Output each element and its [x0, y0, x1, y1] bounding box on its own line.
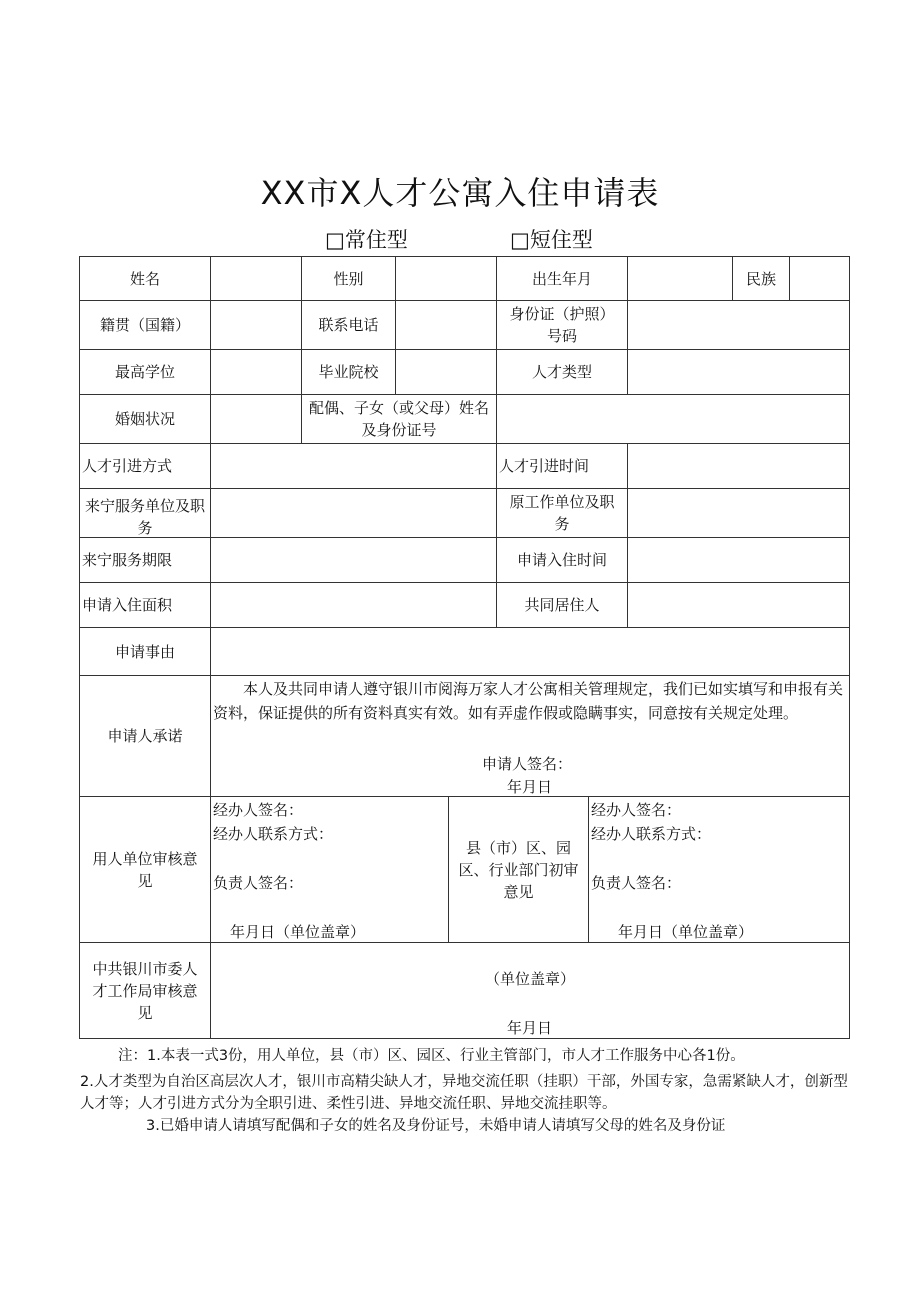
- form-notes: [80, 1045, 850, 1137]
- label-bureau-review: 中共银川市委人才工作局审核意见: [79, 942, 211, 1039]
- label-gender: 性别: [301, 256, 396, 301]
- label-service-unit: 来宁服务单位及职务: [79, 488, 211, 538]
- applicant-sign-label: 申请人签名：: [482, 755, 573, 773]
- county-handler-sign: 经办人签名：: [591, 801, 682, 819]
- input-school[interactable]: [395, 349, 497, 395]
- label-intro-time: 人才引进时间: [496, 443, 628, 489]
- label-county-review: 县（市）区、园区、行业部门初审意见: [448, 796, 589, 943]
- note-1: 注：1.本表一式3份，用人单位，县（市）区、园区、行业主管部门，市人才工作服务中心各1份。: [118, 1048, 745, 1064]
- label-employer-review: 用人单位审核意见: [79, 796, 211, 943]
- note-3: 3.已婚申请人请填写配偶和子女的姓名及身份证号，未婚申请人请填写父母的姓名及身份证: [146, 1118, 726, 1134]
- label-orig-unit: 原工作单位及职务: [496, 488, 628, 538]
- application-form-table: [80, 257, 850, 1039]
- label-apply-time: 申请入住时间: [496, 537, 628, 583]
- checkbox-short-term[interactable]: □短住型: [510, 228, 593, 252]
- employer-date-seal: 年月日（单位盖章）: [230, 923, 366, 941]
- input-idcard[interactable]: [627, 300, 850, 350]
- input-apply-time[interactable]: [627, 537, 850, 583]
- input-ethnicity[interactable]: [789, 256, 850, 301]
- label-ethnicity: 民族: [732, 256, 790, 301]
- input-orig-unit[interactable]: [627, 488, 850, 538]
- label-talent-type: 人才类型: [496, 349, 628, 395]
- input-intro-time[interactable]: [627, 443, 850, 489]
- label-family: 配偶、子女（或父母）姓名及身份证号: [301, 394, 497, 444]
- label-cohabitant: 共同居住人: [496, 582, 628, 628]
- label-birth: 出生年月: [496, 256, 628, 301]
- input-intro-method[interactable]: [210, 443, 497, 489]
- form-title: XX市X人才公寓入住申请表: [260, 174, 660, 212]
- input-family[interactable]: [496, 394, 850, 444]
- label-name: 姓名: [79, 256, 211, 301]
- label-phone: 联系电话: [301, 300, 396, 350]
- employer-leader-sign: 负责人签名：: [213, 874, 304, 892]
- input-degree[interactable]: [210, 349, 302, 395]
- label-pledge: 申请人承诺: [79, 675, 211, 797]
- input-talent-type[interactable]: [627, 349, 850, 395]
- label-degree: 最高学位: [79, 349, 211, 395]
- label-marital: 婚姻状况: [79, 394, 211, 444]
- input-name[interactable]: [210, 256, 302, 301]
- input-birth[interactable]: [627, 256, 733, 301]
- county-handler-contact: 经办人联系方式：: [591, 825, 712, 843]
- note-2: 2.人才类型为自治区高层次人才，银川市高精尖缺人才，异地交流任职（挂职）干部，外国专家，急需紧缺人才，创新型人才等；人才引进方式分为全职引进、柔性引进、异地交流任职、异地交流挂职等。: [80, 1074, 848, 1112]
- county-date-seal: 年月日（单位盖章）: [618, 923, 754, 941]
- employer-handler-contact: 经办人联系方式：: [213, 825, 334, 843]
- label-service-term: 来宁服务期限: [79, 537, 211, 583]
- label-idcard: 身份证（护照）号码: [496, 300, 628, 350]
- input-service-unit[interactable]: [210, 488, 497, 538]
- label-intro-method: 人才引进方式: [79, 443, 211, 489]
- checkbox-long-term[interactable]: □常住型: [325, 228, 408, 252]
- apartment-type-options: [0, 224, 920, 252]
- pledge-text: 本人及共同申请人遵守银川市阅海万家人才公寓相关管理规定，我们已如实填写和申报有关资料，保证提供的所有资料真实有效。如有弄虚作假或隐瞒事实，同意按有关规定处理。: [213, 680, 844, 722]
- bureau-date: 年月日: [507, 1019, 553, 1037]
- input-cohabitant[interactable]: [627, 582, 850, 628]
- input-marital[interactable]: [210, 394, 302, 444]
- label-reason: 申请事由: [79, 627, 211, 676]
- label-school: 毕业院校: [301, 349, 396, 395]
- applicant-date: 年月日: [507, 778, 553, 796]
- input-apply-area[interactable]: [210, 582, 497, 628]
- input-reason[interactable]: [210, 627, 850, 676]
- county-leader-sign: 负责人签名：: [591, 874, 682, 892]
- input-origin[interactable]: [210, 300, 302, 350]
- input-phone[interactable]: [395, 300, 497, 350]
- input-service-term[interactable]: [210, 537, 497, 583]
- input-gender[interactable]: [395, 256, 497, 301]
- label-origin: 籍贯（国籍）: [79, 300, 211, 350]
- label-apply-area: 申请入住面积: [79, 582, 211, 628]
- bureau-seal: （单位盖章）: [485, 970, 576, 988]
- employer-handler-sign: 经办人签名：: [213, 801, 304, 819]
